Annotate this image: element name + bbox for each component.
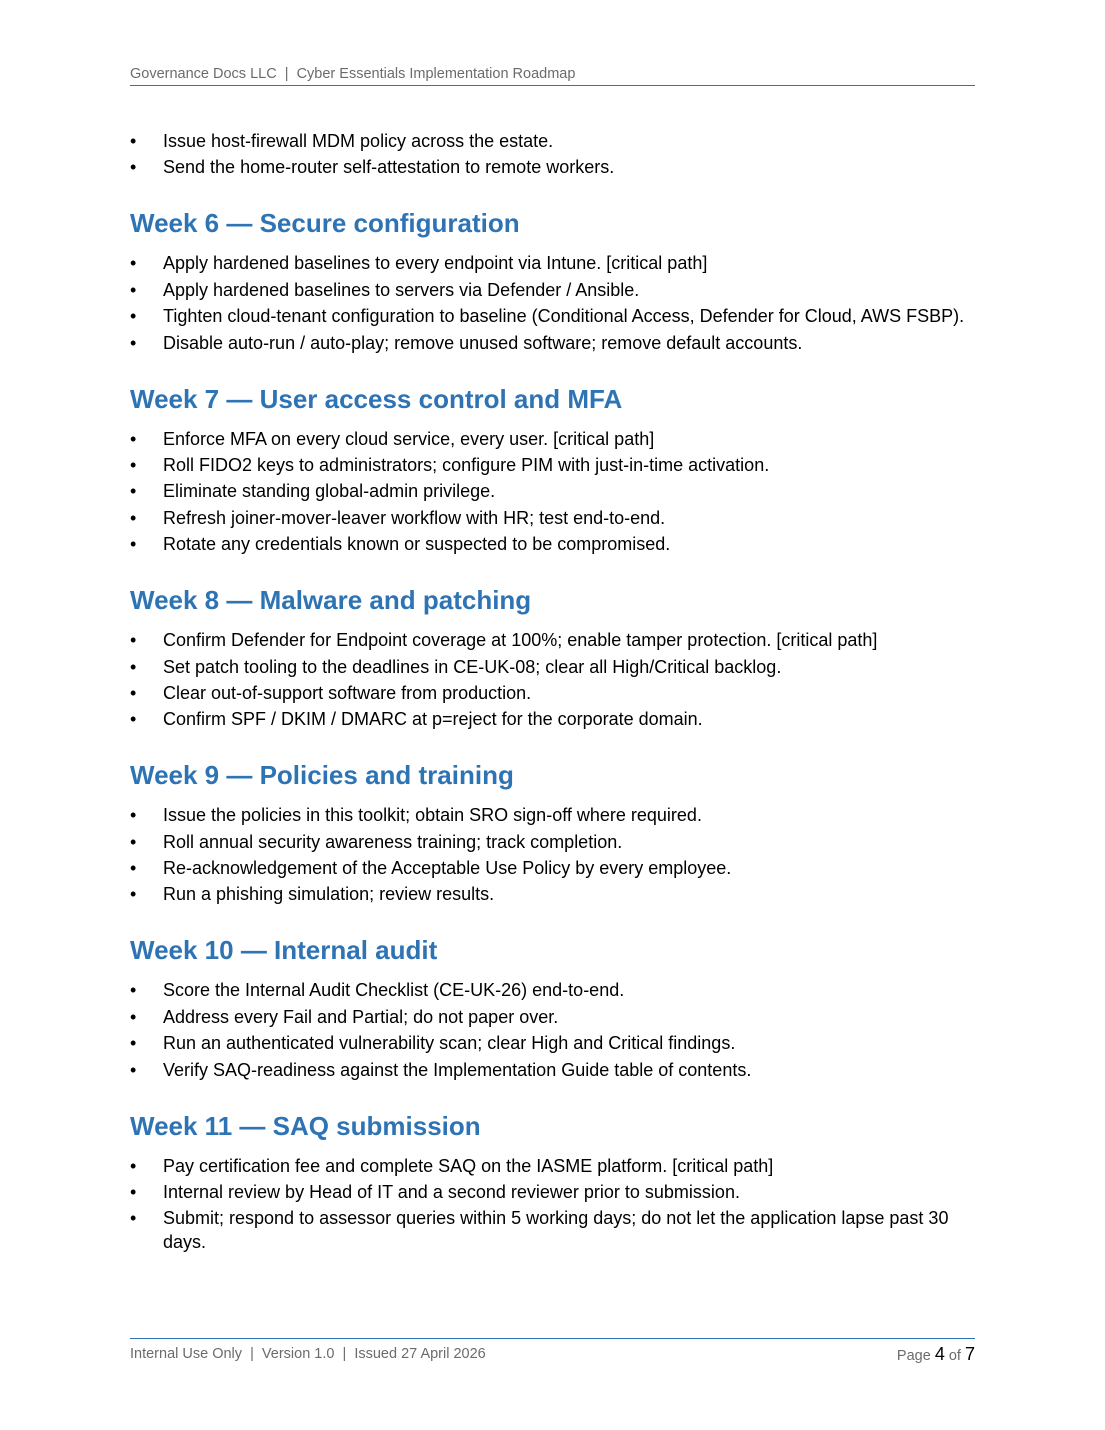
list-item: • Confirm Defender for Endpoint coverage at 100%; enable tamper protection. [critical path] <box>130 628 975 652</box>
header-text: Governance Docs LLC | Cyber Essentials Implementation Roadmap <box>130 66 576 82</box>
section-list <box>130 628 975 731</box>
list-item: • Confirm SPF / DKIM / DMARC at p=reject for the corporate domain. <box>130 707 975 731</box>
list-item: • Eliminate standing global-admin privilege. <box>130 479 975 503</box>
footer-text: Internal Use Only | Version 1.0 | Issued 27 April 2026 <box>130 1346 486 1362</box>
page-footer <box>130 1344 975 1364</box>
list-item: • Tighten cloud-tenant configuration to baseline (Conditional Access, Defender for Cloud, AWS FSBP). <box>130 304 975 328</box>
of-label: of <box>948 1348 961 1364</box>
list-item: • Address every Fail and Partial; do not paper over. <box>130 1005 975 1029</box>
section-week-6 <box>130 208 975 354</box>
page-number: 4 <box>934 1344 945 1364</box>
list-item: • Submit; respond to assessor queries within 5 working days; do not let the application lapse past 30 days. <box>130 1206 975 1254</box>
list-item: • Send the home-router self-attestation to remote workers. <box>130 155 975 179</box>
section-week-7 <box>130 384 975 557</box>
list-item: • Set patch tooling to the deadlines in CE-UK-08; clear all High/Critical backlog. <box>130 655 975 679</box>
footer-divider <box>130 1338 975 1339</box>
list-item: • Re-acknowledgement of the Acceptable Use Policy by every employee. <box>130 856 975 880</box>
list-item: • Apply hardened baselines to servers via Defender / Ansible. <box>130 278 975 302</box>
list-item: • Issue the policies in this toolkit; obtain SRO sign-off where required. <box>130 803 975 827</box>
list-item: • Verify SAQ-readiness against the Implementation Guide table of contents. <box>130 1058 975 1082</box>
section-week-8 <box>130 585 975 731</box>
page-header <box>130 66 975 86</box>
section-week-9 <box>130 760 975 906</box>
section-heading: Week 10 — Internal audit <box>130 935 438 966</box>
list-item: • Pay certification fee and complete SAQ on the IASME platform. [critical path] <box>130 1154 975 1178</box>
list-item: • Clear out-of-support software from production. <box>130 681 975 705</box>
document-body <box>130 129 975 1257</box>
list-item: • Run an authenticated vulnerability scan; clear High and Critical findings. <box>130 1031 975 1055</box>
list-item: • Rotate any credentials known or suspected to be compromised. <box>130 532 975 556</box>
section-heading: Week 9 — Policies and training <box>130 760 514 791</box>
list-item: • Score the Internal Audit Checklist (CE-UK-26) end-to-end. <box>130 978 975 1002</box>
section-list <box>130 978 975 1081</box>
page-label: Page <box>896 1348 931 1364</box>
section-heading: Week 8 — Malware and patching <box>130 585 532 616</box>
section-list <box>130 1154 975 1255</box>
section-week-10 <box>130 935 975 1081</box>
list-item: • Apply hardened baselines to every endpoint via Intune. [critical path] <box>130 251 975 275</box>
list-item: • Disable auto-run / auto-play; remove unused software; remove default accounts. <box>130 331 975 355</box>
list-item: • Issue host-firewall MDM policy across the estate. <box>130 129 975 153</box>
list-item: • Refresh joiner-mover-leaver workflow with HR; test end-to-end. <box>130 506 975 530</box>
page-total: 7 <box>964 1344 975 1364</box>
list-item: • Roll FIDO2 keys to administrators; configure PIM with just-in-time activation. <box>130 453 975 477</box>
section-list <box>130 427 975 557</box>
section-list <box>130 803 975 906</box>
section-heading: Week 11 — SAQ submission <box>130 1110 481 1141</box>
list-item: • Roll annual security awareness training; track completion. <box>130 830 975 854</box>
list-item: • Enforce MFA on every cloud service, every user. [critical path] <box>130 427 975 451</box>
page-indicator <box>897 1344 975 1366</box>
intro-list <box>130 129 975 179</box>
section-list <box>130 251 975 354</box>
section-week-11 <box>130 1111 975 1255</box>
section-heading: Week 6 — Secure configuration <box>130 208 520 239</box>
list-item: • Internal review by Head of IT and a second reviewer prior to submission. <box>130 1180 975 1204</box>
list-item: • Run a phishing simulation; review results. <box>130 882 975 906</box>
section-heading: Week 7 — User access control and MFA <box>130 383 623 414</box>
